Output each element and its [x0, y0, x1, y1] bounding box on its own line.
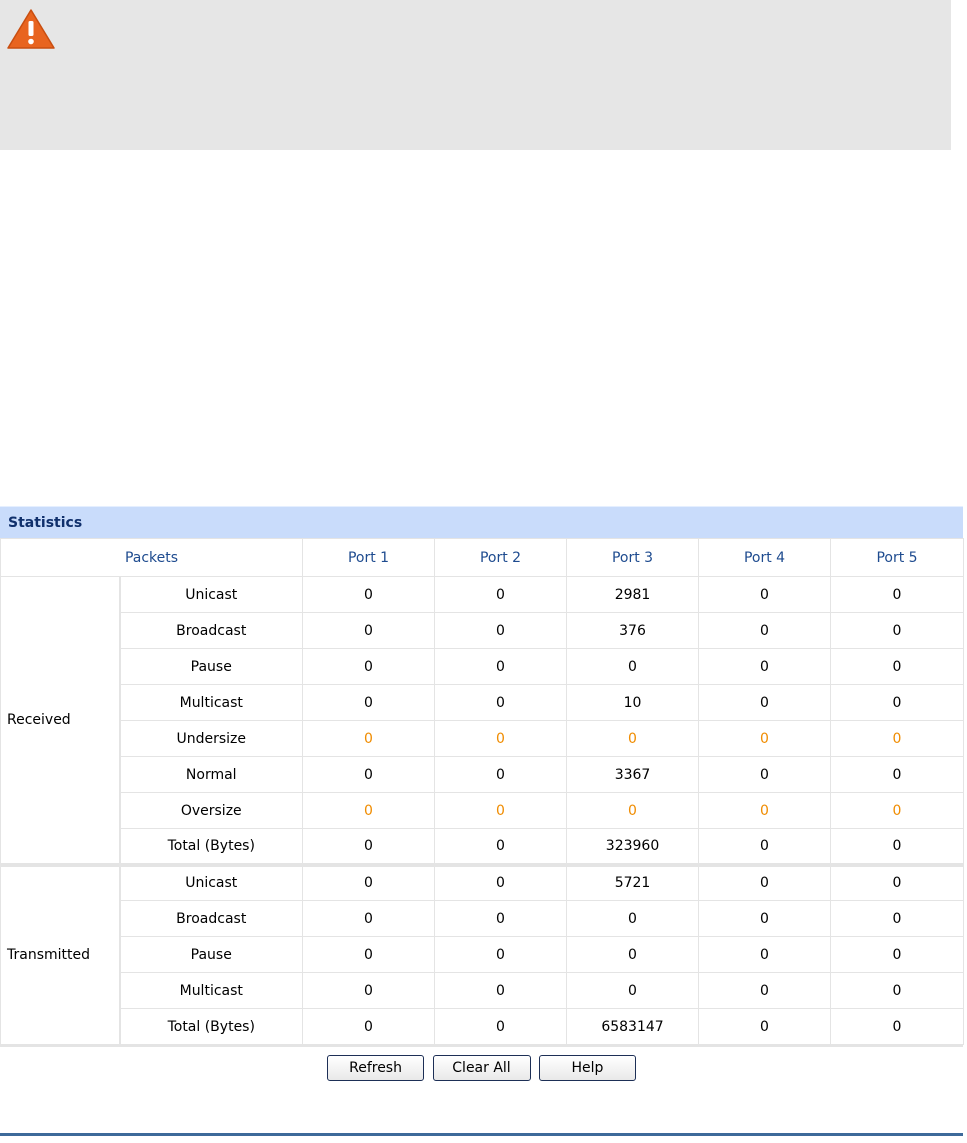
- cell-port-1: 0: [303, 685, 435, 721]
- cell-port-2: 0: [435, 793, 567, 829]
- cell-port-1: 0: [303, 865, 435, 901]
- cell-port-4: 0: [699, 757, 831, 793]
- cell-port-2: 0: [435, 901, 567, 937]
- cell-port-5: 0: [831, 793, 964, 829]
- cell-port-1: 0: [303, 649, 435, 685]
- cell-port-1: 0: [303, 613, 435, 649]
- row-label: Unicast: [120, 865, 303, 901]
- cell-port-4: 0: [699, 901, 831, 937]
- row-label: Total (Bytes): [120, 1009, 303, 1045]
- button-bar: [0, 1045, 963, 1091]
- table-row: [1, 577, 964, 613]
- cell-port-4: 0: [699, 793, 831, 829]
- column-header-port-2: Port 2: [435, 539, 567, 577]
- cell-port-4: 0: [699, 1009, 831, 1045]
- cell-port-2: 0: [435, 577, 567, 613]
- column-header-port-1: Port 1: [303, 539, 435, 577]
- table-row: [1, 937, 964, 973]
- cell-port-2: 0: [435, 865, 567, 901]
- cell-port-4: 0: [699, 649, 831, 685]
- cell-port-2: 0: [435, 973, 567, 1009]
- cell-port-3: 10: [567, 685, 699, 721]
- cell-port-4: 0: [699, 685, 831, 721]
- clear-all-button[interactable]: Clear All: [433, 1055, 531, 1081]
- cell-port-3: 5721: [567, 865, 699, 901]
- cell-port-3: 2981: [567, 577, 699, 613]
- table-row: [1, 721, 964, 757]
- cell-port-5: 0: [831, 649, 964, 685]
- cell-port-3: 0: [567, 721, 699, 757]
- warning-icon: [6, 8, 56, 50]
- cell-port-4: 0: [699, 865, 831, 901]
- table-row: [1, 649, 964, 685]
- cell-port-1: 0: [303, 829, 435, 865]
- cell-port-3: 0: [567, 649, 699, 685]
- cell-port-2: 0: [435, 613, 567, 649]
- cell-port-2: 0: [435, 937, 567, 973]
- column-header-port-3: Port 3: [567, 539, 699, 577]
- cell-port-2: 0: [435, 649, 567, 685]
- cell-port-5: 0: [831, 865, 964, 901]
- column-header-packets: Packets: [1, 539, 303, 577]
- table-row: [1, 973, 964, 1009]
- table-row: [1, 865, 964, 901]
- cell-port-1: 0: [303, 757, 435, 793]
- statistics-table: [0, 538, 964, 1045]
- cell-port-3: 6583147: [567, 1009, 699, 1045]
- table-row: [1, 829, 964, 865]
- cell-port-5: 0: [831, 613, 964, 649]
- cell-port-3: 0: [567, 937, 699, 973]
- refresh-button[interactable]: Refresh: [327, 1055, 424, 1081]
- cell-port-5: 0: [831, 901, 964, 937]
- table-row: [1, 1009, 964, 1045]
- cell-port-3: 0: [567, 973, 699, 1009]
- cell-port-5: 0: [831, 973, 964, 1009]
- cell-port-1: 0: [303, 1009, 435, 1045]
- cell-port-1: 0: [303, 721, 435, 757]
- cell-port-2: 0: [435, 685, 567, 721]
- row-label: Pause: [120, 649, 303, 685]
- bottom-divider: [0, 1133, 963, 1136]
- cell-port-1: 0: [303, 793, 435, 829]
- cell-port-2: 0: [435, 1009, 567, 1045]
- column-header-port-4: Port 4: [699, 539, 831, 577]
- cell-port-1: 0: [303, 937, 435, 973]
- column-header-port-5: Port 5: [831, 539, 964, 577]
- cell-port-3: 323960: [567, 829, 699, 865]
- cell-port-3: 0: [567, 793, 699, 829]
- statistics-panel: [0, 506, 963, 1091]
- row-label: Undersize: [120, 721, 303, 757]
- row-label: Total (Bytes): [120, 829, 303, 865]
- cell-port-2: 0: [435, 829, 567, 865]
- table-row: [1, 685, 964, 721]
- table-row: [1, 613, 964, 649]
- row-label: Pause: [120, 937, 303, 973]
- row-label: Normal: [120, 757, 303, 793]
- row-label: Broadcast: [120, 901, 303, 937]
- group-label-transmitted: Transmitted: [1, 865, 120, 1045]
- cell-port-1: 0: [303, 577, 435, 613]
- help-button[interactable]: Help: [539, 1055, 636, 1081]
- cell-port-4: 0: [699, 613, 831, 649]
- cell-port-5: 0: [831, 721, 964, 757]
- cell-port-1: 0: [303, 901, 435, 937]
- table-header-row: [1, 539, 964, 577]
- cell-port-3: 3367: [567, 757, 699, 793]
- row-label: Oversize: [120, 793, 303, 829]
- notice-box: [0, 0, 951, 150]
- cell-port-4: 0: [699, 937, 831, 973]
- cell-port-1: 0: [303, 973, 435, 1009]
- cell-port-4: 0: [699, 829, 831, 865]
- cell-port-5: 0: [831, 757, 964, 793]
- row-label: Multicast: [120, 685, 303, 721]
- cell-port-4: 0: [699, 721, 831, 757]
- cell-port-2: 0: [435, 721, 567, 757]
- row-label: Broadcast: [120, 613, 303, 649]
- cell-port-4: 0: [699, 973, 831, 1009]
- panel-title: Statistics: [0, 506, 963, 538]
- cell-port-5: 0: [831, 829, 964, 865]
- cell-port-5: 0: [831, 1009, 964, 1045]
- cell-port-3: 376: [567, 613, 699, 649]
- group-label-received: Received: [1, 577, 120, 865]
- row-label: Unicast: [120, 577, 303, 613]
- cell-port-5: 0: [831, 685, 964, 721]
- table-row: [1, 793, 964, 829]
- cell-port-3: 0: [567, 901, 699, 937]
- table-row: [1, 757, 964, 793]
- cell-port-5: 0: [831, 937, 964, 973]
- cell-port-5: 0: [831, 577, 964, 613]
- cell-port-4: 0: [699, 577, 831, 613]
- row-label: Multicast: [120, 973, 303, 1009]
- table-row: [1, 901, 964, 937]
- cell-port-2: 0: [435, 757, 567, 793]
